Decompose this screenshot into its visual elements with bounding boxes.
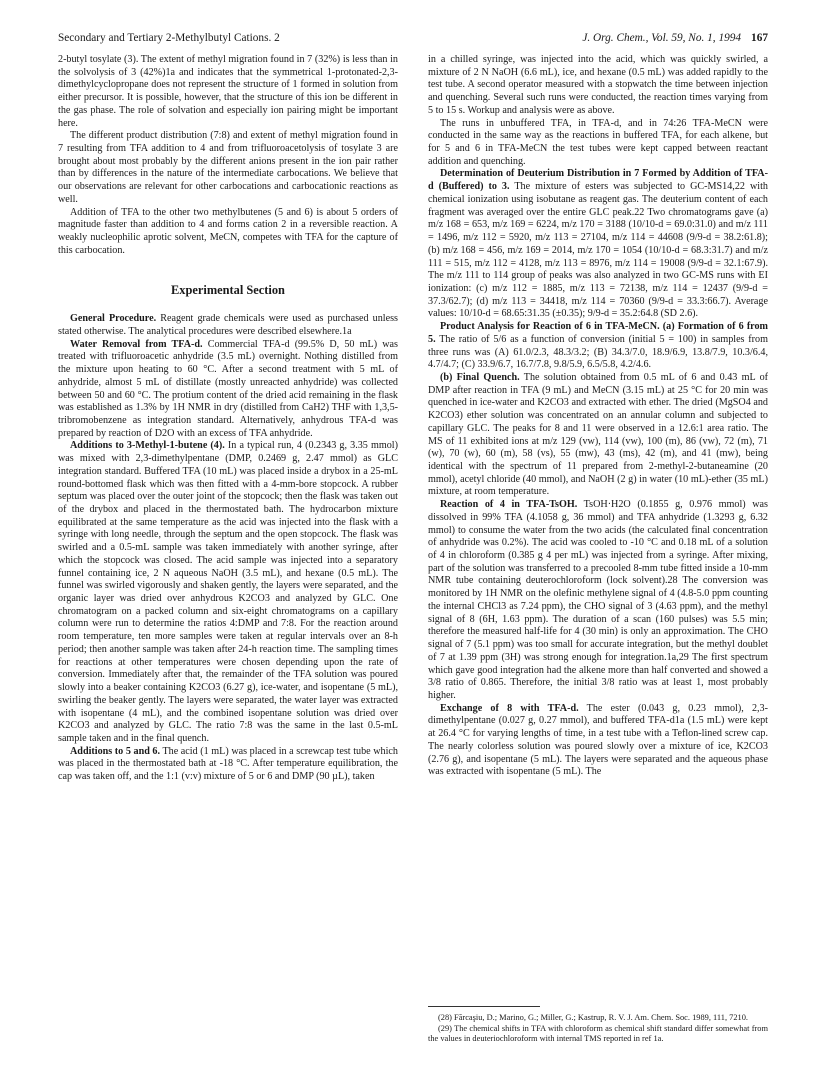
paragraph-text: The acid (1 mL) was placed in a screwcap test tube which was placed in the thermostated bath at -18 °C. After temperature equilibration, the cap was taken off, and the 1:1 (v:v) mixture of 5 or 6 and DMP (90 µL), taken (58, 745, 398, 783)
left-column (58, 54, 398, 784)
paragraph: The runs in unbuffered TFA, in TFA-d, and in 74:26 TFA-MeCN were conducted in the same way as the reactions in buffered TFA, for each alkene, but for 5 and 6 in TFA-MeCN the test tubes were kept capped between reactant addition and quenching. (428, 117, 768, 167)
running-title: Secondary and Tertiary 2-Methylbutyl Cations. 2 (58, 32, 280, 44)
paragraph (428, 168, 768, 321)
paragraph-text: Reagent grade chemicals were used as purchased unless stated otherwise. The analytical procedures were described elsewhere.1a (58, 313, 398, 337)
run-in-heading: (b) Final Quench. (440, 371, 520, 383)
paragraph-text: The solution obtained from 0.5 mL of 6 and 0.43 mL of DMP after reaction in TFA (9 mL) and MeCN (3.15 mL) at 25 °C for 20 min was quenched in ice-water and K2CO3 and extracted with ether. The dried (MgSO4 and K2CO3) ether solution was concentrated on an annular column and subjected to capillary GLC. The peaks for 8 and 11 were observed in a 12.6:1 area ratio. The MS of 11 exhibited ions at m/z 129 (vw), 114 (vw), 100 (m), 86 (vw), 72 (m), 71 (w), 70 (w), 60 (m), 58 (vs), 55 (mw), 43 (ms), 42 (m), and 41 (mw), being identical with the spectrum of 11 prepared from 2-methyl-2-butaneamine (20 mmol), acetyl chloride (40 mmol), and NaOH (2 g) in water (10 mL)-ether (35 mL) mixture, at room temperature. (428, 371, 768, 498)
paragraph-text: In a typical run, 4 (0.2343 g, 3.35 mmol) was mixed with 2,3-dimethylpentane (DMP, 0.2469 g, 2.47 mmol) as GLC integration standard. Buffered TFA (10 mL) was placed inside a drybox in a 25-mL round-bottomed flask which was then fitted with a 4-mm-bore stopcock. A rubber septum was placed over the outer joint of the stopcock; then the flask was taken out of the drybox and placed in the thermostated bath. The hydrocarbon mixture equilibrated at the same temperature as the acid was injected into the flask with a syringe with long needle, through the septum and the open stopcock. The flask was swirled and a 0.5-mL sample was taken immediately with another syringe, after which the stopcock was closed. The acid sample was injected into a separatory funnel containing ice, 2 N aqueous NaOH (3.5 mL), and hexane (0.5 mL). The funnel was swirled vigorously and shaken gently, the layers were separated, and the organic layer was dried over anhydrous K2CO3 and analyzed by GLC. One chromatogram on a packed column and six-eight chromatograms on a capillary column were run to determine the ratios 4:DMP and 7:8. For the reaction around room temperature, ten more samples were taken at regular intervals over an 8-h period; then another sample was taken after 24-h reaction time. The sampling times for reactions at other temperatures were chosen depending upon the rate of conversion. Immediately after that, the remainder of the TFA solution was poured slowly into a beaker containing K2CO3 (6.27 g), ice-water, and isopentane (5 mL), swirling the beaker gently. The layers were separated, the water layer was extracted with isopentane (4 mL), and the combined isopentane solution was dried over K2CO3 and analyzed by GLC. The ratio 7:8 was the same in the last 0.5-mL sample taken and in the final quench. (58, 440, 398, 744)
paragraph (58, 746, 398, 784)
page-number: 167 (751, 32, 768, 44)
paragraph (428, 703, 768, 779)
paragraph-text: TsOH·H2O (0.1855 g, 0.976 mmol) was dissolved in 99% TFA (4.1058 g, 36 mmol) and TFA anhydride (1.3293 g, 6.32 mmol) to consume the water from the two acids (the calculated final concentration of anhydride was 0.2%). The acid was cooled to -10 °C and 0.18 mL of a solution of 4 in chloroform (0.385 g 4 per mL) was injected from a syringe. After mixing, part of the solution was transferred to a precooled 8-mm tube fitted inside a 10-mm NMR tube containing deuterochloroform (lock solvent).28 The conversion was monitored by 1H NMR on the olefinic methylene signal of 4 (4.8-5.0 ppm counting the internal CHCl3 as 7.24 ppm), the CHO signal of 3 (4.63 ppm), and the methyl signal of 8 (6H, 1.63 ppm). The duration of a scan (160 pulses) was 5.5 min; therefore the measured half-life for 4 (30 min) is only an approximation. The CHO signal of 7 (5.1 ppm) was too small for accurate integration, but the methyl doublet of 7 at 1.39 ppm (3H) was strong enough for integration.1a,29 The first spectrum which gave good integration had the alkene more than half converted and showed a 3/8 ratio of 0.865. Therefore, the initial 3/8 ratio was at least 1, most probably higher. (428, 499, 768, 701)
run-in-heading: General Procedure. (70, 313, 157, 325)
paragraph-text: The mixture of esters was subjected to GC-MS14,22 with chemical ionization using isobutane as reagent gas. The deuterium content of each fragment was averaged over the entire GLC peak.22 Two chromatograms gave (a) m/z 168 = 653, m/z 169 = 6224, m/z 170 = 3188 (10/10-d = 69.0:31.0) and m/z 111 = 1496, m/z 112 = 5920, m/z 113 = 27104, m/z 114 = 44608 (9/9-d = 38.2:61.8); (b) m/z 168 = 456, m/z 169 = 2014, m/z 170 = 1054 (10/10-d = 68.3:31.7) and m/z 111 = 515, m/z 112 = 4128, m/z 113 = 8976, m/z 114 = 19008 (9/9-d = 32.1:67.9). The m/z 111 to 114 group of peaks was also analyzed in two GC-MS runs with EI ionization: (c) m/z 112 = 1885, m/z 113 = 72138, m/z 114 = 12437 (9/9-d = 37.3/62.7); (d) m/z 113 = 34418, m/z 114 = 70360 (9/9-d = 33.3:66.7). Average values: 10/10-d = 68.65:31.35 (±0.35); 9/9-d = 35.2:64.8 (SD 2.6). (428, 181, 768, 320)
run-in-heading: Product Analysis for Reaction of 6 in TFA-MeCN. (a) Formation of 6 from 5. (428, 321, 768, 345)
footnote-rule (428, 1006, 540, 1007)
paragraph: Addition of TFA to the other two methylbutenes (5 and 6) is about 5 orders of magnitude faster than addition to 4 and forms cation 2 in a reversible reaction. A weakly nucleophilic aprotic solvent, MeCN, competes with TFA for the capture of this carbocation. (58, 206, 398, 256)
run-in-heading: Additions to 5 and 6. (70, 745, 161, 757)
footnote-28: (28) Fărcaşiu, D.; Marino, G.; Miller, G.; Kastrup, R. V. J. Am. Chem. Soc. 1989, 111, 7210. (438, 1013, 748, 1022)
paragraph-text: Commercial TFA-d (99.5% D, 50 mL) was treated with trifluoroacetic anhydride (3.5 mL) overnight. Nothing distilled from the mixture upon heating to 60 °C. After a second treatment with 5 mL of anhydride, almost 5 mL of distillate (mostly unreacted anhydride) was collected between 50 and 60 °C. The protium content of the dried acid remaining in the flask was established as 1.3% by 1H NMR in dry (distilled from CaH2) THF with 1,3,5-tribromobenzene as integration standard. Alternatively, anhydrous TFA-d was prepared by reaction of D2O with an excess of TFA anhydride. (58, 338, 398, 439)
paragraph (58, 440, 398, 745)
journal-name: J. Org. Chem., Vol. 59, No. 1, 1994 (582, 32, 742, 44)
right-column (428, 54, 768, 779)
paragraph: 2-butyl tosylate (3). The extent of methyl migration found in 7 (32%) is less than in the solvolysis of 3 (42%)1a and indicates that the symmetrical 1-protonated-2,3-dimethylcyclopropane does not represent the structure of 1 formed in solution from either precursor. It is possible, however, that the structure of this ion be different in the gas phase. The role of solvation and especially ion pairing might be important here. (58, 54, 398, 129)
paragraph: The different product distribution (7:8) and extent of methyl migration found in 7 resulting from TFA addition to 4 and from trifluoroacetolysis of tosylate 3 are brought about most probably by the different anions present in the ion pair rather than by differences in the nature of the intermediate carbocations. We believe that our observations are relevant for other carbocations and carbocationic reactions as well. (58, 130, 398, 205)
run-in-heading: Reaction of 4 in TFA-TsOH. (440, 499, 578, 511)
paragraph (58, 339, 398, 441)
paragraph (428, 499, 768, 703)
journal-citation (582, 30, 768, 46)
paragraph (428, 372, 768, 499)
run-in-heading: Exchange of 8 with TFA-d. (440, 702, 579, 714)
paragraph: in a chilled syringe, was injected into the acid, which was quickly swirled, a mixture of 2 N NaOH (6.6 mL), ice, and hexane (0.5 mL) was added rapidly to the test tube. A second operator measured with a stopwatch the time between injection and quenching. Several such runs were conducted, the reaction times varying from 5 to 15 s. Workup and analysis were as above. (428, 54, 768, 116)
paragraph-text: The ratio of 5/6 as a function of conversion (initial 5 = 100) in samples from three runs was (A) 61.0/2.3, 48.3/3.2; (B) 34.3/7.0, 18.9/6.9, 13.8/7.9, 10.3/6.4, 4.7/4.7; (C) 33.9/6.7, 16.7/7.8, 9.8/5.9, 6.5/5.8, 4.2/4.6. (428, 333, 768, 371)
paragraph (58, 313, 398, 338)
run-in-heading: Additions to 3-Methyl-1-butene (4). (70, 440, 225, 452)
running-header (58, 30, 768, 46)
paragraph (428, 321, 768, 372)
footnote-29: (29) The chemical shifts in TFA with chloroform as chemical shift standard differ somewhat from the values in deuteriochloroform with internal TMS reported in ref 1a. (428, 1023, 768, 1044)
run-in-heading: Determination of Deuterium Distribution in 7 Formed by Addition of TFA-d (Buffered) to 3. (428, 168, 768, 193)
footnotes (428, 1006, 768, 1045)
section-title: Experimental Section (171, 282, 285, 297)
paragraph-text: The ester (0.043 g, 0.23 mmol), 2,3-dimethylpentane (0.027 g, 0.27 mmol), and buffered TFA-d1a (1.5 mL) were kept at 26.4 °C for varying lengths of time, in a test tube with a Teflon-lined screw cap. The nearly colorless solution was poured slowly over a mixture of ice, K2CO3 (2.76 g), and isopentane (5 mL). The layers were separated and the aqueous phase was extracted with isopentane (5 mL). The (428, 702, 768, 778)
run-in-heading: Water Removal from TFA-d. (70, 338, 203, 350)
journal-page (58, 30, 768, 1060)
